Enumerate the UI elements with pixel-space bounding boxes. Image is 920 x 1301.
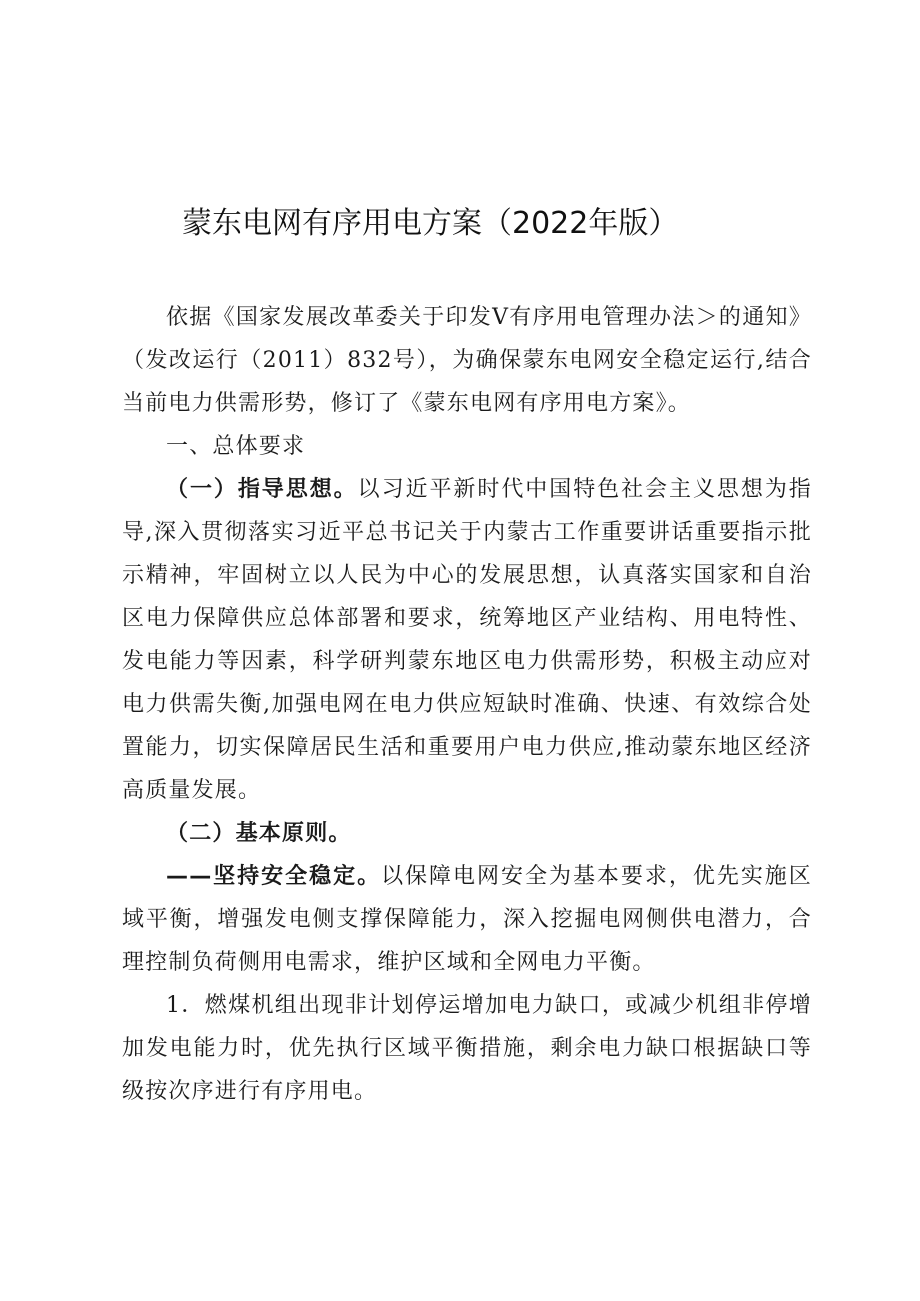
section-heading-general-requirements: 一、总体要求	[166, 434, 306, 459]
intro-paragraph: 依据《国家发展改革委关于印发V有序用电管理办法＞的通知》（发改运行（2011）832号），为确保蒙东电网安全稳定运行,结合当前电力供需形势，修订了《蒙东电网有序用电方案》。	[122, 305, 812, 416]
basic-principles-label: （二）基本原则。	[166, 821, 352, 846]
safety-stability-paragraph	[122, 855, 812, 984]
safety-stability-text: 以保障电网安全为基本要求，优先实施区域平衡，增强发电侧支撑保障能力，深入挖掘电网侧供电潜力，合理控制负荷侧用电需求，维护区域和全网电力平衡。	[122, 864, 812, 975]
guiding-ideology-paragraph	[122, 468, 812, 812]
document-body	[122, 296, 812, 1113]
document-title: 蒙东电网有序用电方案（2022年版）	[182, 206, 679, 241]
guiding-ideology-text: 以习近平新时代中国特色社会主义思想为指导,深入贯彻落实习近平总书记关于内蒙古工作重要讲话重要指示批示精神，牢固树立以人民为中心的发展思想，认真落实国家和自治区电力保障供应总体部署和要求，统筹地区产业结构、用电特性、发电能力等因素，科学研判蒙东地区电力供需形势，积极主动应对电力供需失衡,加强电网在电力供应短缺时准确、快速、有效综合处置能力，切实保障居民生活和重要用户电力供应,推动蒙东地区经济高质量发展。	[122, 477, 812, 803]
guiding-ideology-label: （一）指导思想。	[166, 477, 358, 502]
item-1-paragraph: 1．燃煤机组出现非计划停运增加电力缺口，或减少机组非停增加发电能力时，优先执行区域平衡措施，剩余电力缺口根据缺口等级按次序进行有序用电。	[122, 993, 812, 1104]
basic-principles-paragraph	[122, 812, 812, 855]
safety-stability-label: ——坚持安全稳定。	[166, 864, 382, 889]
